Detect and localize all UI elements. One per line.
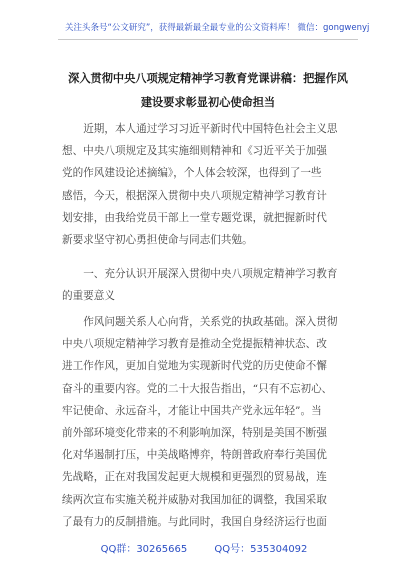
header-notice: 关注头条号“公文研究”，获得最新最全最专业的公文资料库！ 微信：gongwenyj [65,23,370,33]
paragraph-line: 了最有力的反制措施。与此同时，我国自身经济运行也面 [62,515,327,528]
heading-line: 一、充分认识开展深入贯彻中央八项规定精神学习教育 [83,268,338,280]
paragraph-line: 近期，本人通过学习习近平新时代中国特色社会主义思 [83,123,338,135]
title-line-1: 深入贯彻中央八项规定精神学习教育党课讲稿：把握作风 [68,72,348,85]
paragraph-line: 中央八项规定精神学习教育是推动全党提振精神状态、改 [62,338,327,351]
header-divider [58,39,358,40]
paragraph-line: 前外部环境变化带来的不利影响加深，特别是美国不断强 [62,427,327,440]
paragraph-line: 想、中央八项规定及其实施细则精神和《习近平关于加强 [62,145,327,158]
paragraph-line: 作风问题关系人心向背，关系党的执政基础。深入贯彻 [83,316,338,328]
paragraph-line: 奋斗的重要内容。党的二十大报告指出，“只有不忘初心、 [62,382,333,395]
paragraph-line: 续两次宣布实施关税并威胁对我国加征的调整，我国采取 [62,493,327,506]
footer-qq-group: QQ群：30265665 [100,544,188,555]
document-title [60,67,356,115]
paragraph-line: 先战略，正在对我国发起更大规模和更强烈的贸易战，连 [62,471,327,484]
paragraph-line: 化对华遏制打压，中美战略博弈，特朗普政府奉行美国优 [62,449,327,462]
footer-qq-number: QQ号：535304092 [214,544,308,555]
paragraph-line: 牢记使命、永远奋斗，才能让中国共产党永远年轻”。当 [62,404,322,417]
footer-contact [0,540,408,555]
paragraph-line: 感悟，今天，根据深入贯彻中央八项规定精神学习教育计 [62,189,327,202]
paragraph-line: 党的作风建设论述摘编》，个人体会较深，也得到了一些 [62,167,322,180]
body-paragraph [62,311,354,533]
intro-paragraph [62,118,354,251]
title-line-2: 建设要求彰显初心使命担当 [140,96,276,109]
paragraph-line: 新要求坚守初心勇担使命与同志们共勉。 [62,234,253,247]
paragraph-line: 进工作作风，更加自觉地为实现新时代党的历史使命不懈 [62,360,327,373]
section-heading [62,263,354,307]
paragraph-line: 划安排，由我给党员干部上一堂专题党课，就把握新时代 [62,211,327,224]
heading-line: 的重要意义 [62,290,115,303]
